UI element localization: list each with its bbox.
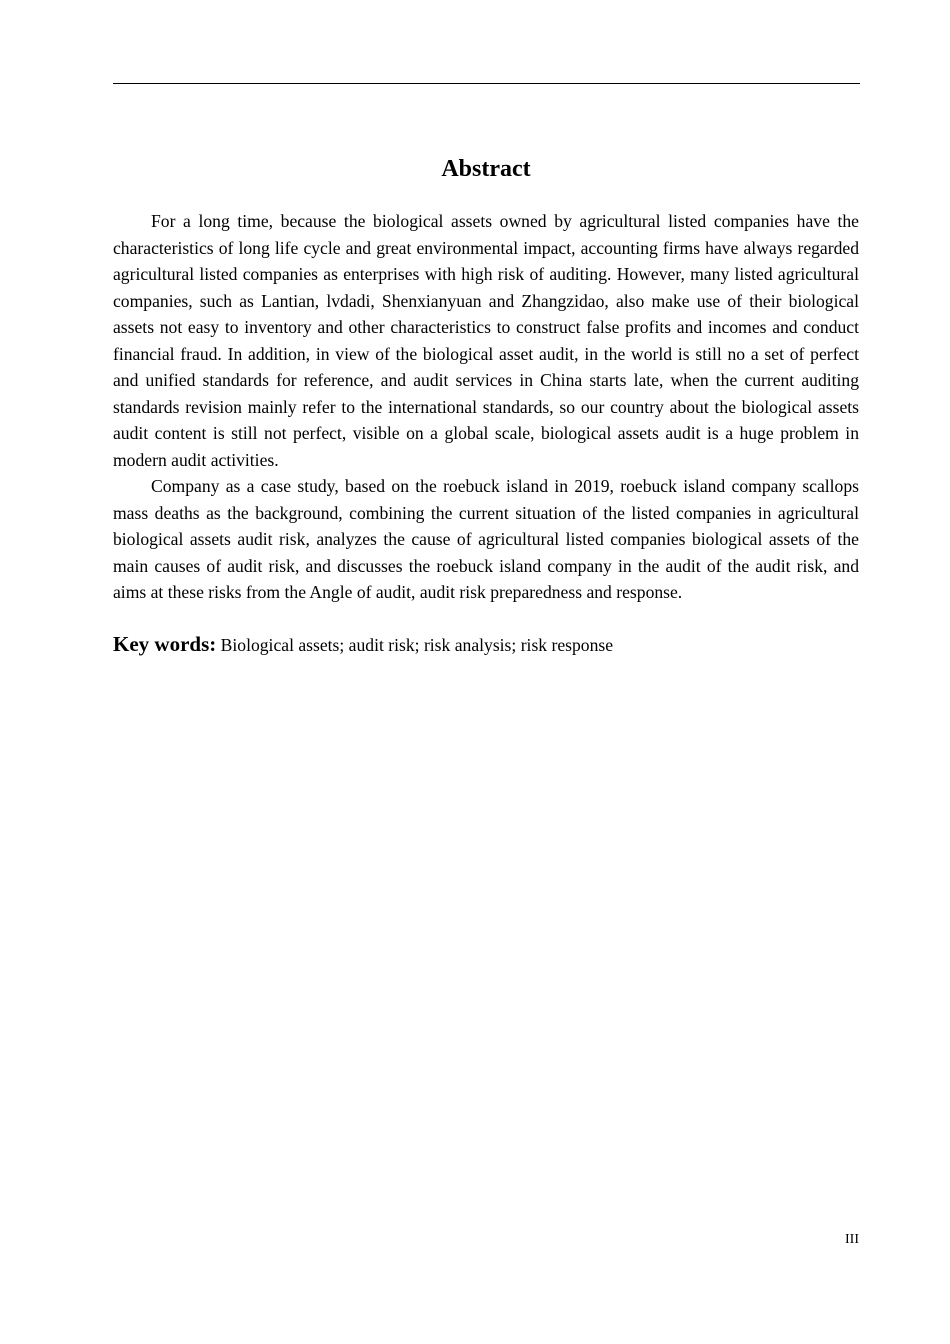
keywords-label: Key words: [113, 631, 217, 656]
keywords-line [113, 629, 859, 660]
abstract-title: Abstract [441, 156, 531, 182]
abstract-paragraph-2: Company as a case study, based on the roebuck island in 2019, roebuck island company scallops mass deaths as the background, combining the current situation of the listed companies in agricultural biological assets audit risk, analyzes the cause of agricultural listed companies biological assets of the main causes of audit risk, and discusses the roebuck island company in the audit of the audit risk, and aims at these risks from the Angle of audit, audit risk preparedness and response. [113, 476, 859, 602]
page-number: III [845, 1232, 859, 1247]
abstract-paragraph-1: For a long time, because the biological assets owned by agricultural listed companies have the characteristics of long life cycle and great environmental impact, accounting firms have always regarded agricultural listed companies as enterprises with high risk of auditing. However, many listed agricultural companies, such as Lantian, lvdadi, Shenxianyuan and Zhangzidao, also make use of their biological assets not easy to inventory and other characteristics to construct false profits and incomes and conduct financial fraud. In addition, in view of the biological asset audit, in the world is still no a set of perfect and unified standards for reference, and audit services in China starts late, when the current auditing standards revision mainly refer to the international standards, so our country about the biological assets audit content is still not perfect, visible on a global scale, biological assets audit is a huge problem in modern audit activities. [113, 211, 859, 470]
keywords-text: Biological assets; audit risk; risk analysis; risk response [220, 634, 614, 655]
abstract-section [113, 150, 859, 660]
header-rule [113, 83, 860, 84]
